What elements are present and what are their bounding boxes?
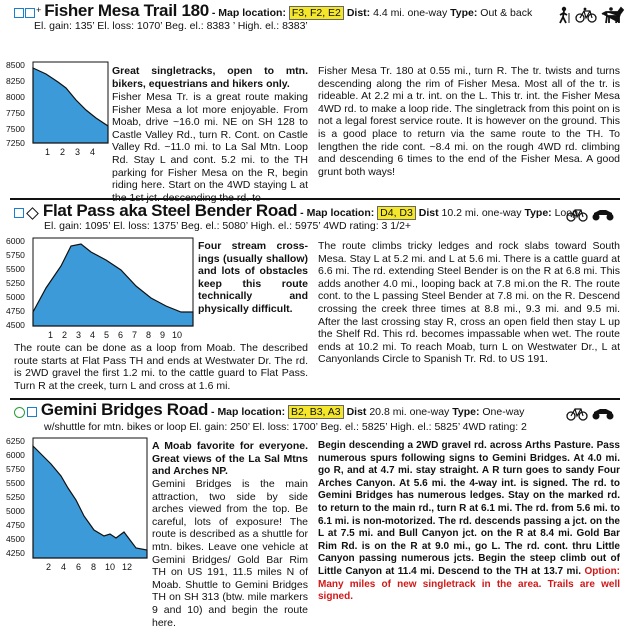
- trail1-dist-label: Dist:: [346, 7, 371, 19]
- trail1-title: Fisher Mesa Trail 180: [44, 1, 209, 20]
- trail2-elevation-chart: [6, 236, 196, 342]
- trail1-lead: [112, 65, 308, 90]
- hiker-icon: [556, 6, 572, 24]
- trail3-type-label: Type:: [452, 406, 480, 418]
- trail2-map-label: Map location:: [306, 207, 375, 219]
- trail2-lead-text: Four stream cross-ings (usually shallow) and lots of obstacles keep this route technically and physically difficult.: [198, 240, 308, 315]
- trail3-right-text-body: Begin descending a 2WD graveI rd. across Arths Pasture. Pass numerous spurs following signs to Gemini Bridges. At 4.0 mi. go R, and at 4.7 mi. stay straight. A R turn goes to sandy Four Arches Canyon. At 5.6 mi. the 4-way int. is signed. The rd. to Gemini Bridges has numerous ledges. Stay on the marked rd. to return to the main rd., turn R at 6.1 mi. The rd. from 5.6 mi. to 6.1 mi. is non-motorized. The rd. descends passing a jct. on the L at 7.5 mi. and Bull Canyon jct. on the R at 8.4 mi. Gold Bar Rim Rd. is on the R at 9.0 mi., go L. The rd. cont. thru Little Canyon passing numerous jcts. Begin the steep climb out of Little Canyon at 11.4 mi. Descend to the TH at 13.7 mi.: [318, 440, 620, 577]
- y-tick-label: 4500: [6, 534, 25, 544]
- trail2-stats: El. gain: 1095’ El. loss: 1375’ Beg. el.: 5080’ High. el.: 5975’ 4WD rating: 3 1/2+: [44, 220, 412, 232]
- y-tick-label: 8500: [6, 60, 25, 70]
- x-tick-label: 2: [60, 147, 66, 157]
- x-tick-label: 10: [105, 562, 116, 572]
- horse-icon: [600, 6, 624, 24]
- x-tick-label: 9: [160, 330, 166, 340]
- trail1-stats: El. gain: 135’ El. loss: 1070’ Beg. el.: 8383 ’ High. el.: 8383’: [34, 20, 308, 32]
- x-tick-label: 1: [48, 330, 54, 340]
- trail3-left-text-bottom: [14, 576, 308, 614]
- x-tick-label: 4: [61, 562, 67, 572]
- trail1-left-text-top: [112, 91, 308, 192]
- x-tick-label: 4: [90, 330, 96, 340]
- trail2-use-icons: [566, 206, 615, 222]
- trail3-dist: 20.8 mi. one-way: [369, 406, 450, 418]
- x-tick-label: 2: [46, 562, 52, 572]
- trail3-elevation-chart: [6, 436, 150, 574]
- atv-icon: [591, 207, 615, 221]
- difficulty-square-icon: [25, 8, 35, 18]
- trail2-type: Loop: [554, 207, 578, 219]
- y-tick-label: 5500: [6, 264, 25, 274]
- trail2-left-text-body: The route can be done as a loop from Moab. The described route starts at Flat Pass TH and ends at Westwater Dr. The rd. is 2WD gravel the first 1.2 mi. to the cattle guard to Flat Pass. Turn R at the creek, turn L and cross at 1.6 mi.: [14, 342, 308, 392]
- bike-icon: [566, 405, 588, 421]
- x-tick-label: 12: [122, 562, 133, 572]
- y-tick-label: 7500: [6, 124, 25, 134]
- x-tick-label: 1: [45, 147, 51, 157]
- trail1-use-icons: [556, 6, 624, 24]
- y-tick-label: 6000: [6, 236, 25, 246]
- trail2-dist-label: Dist: [418, 207, 439, 219]
- difficulty-circle-icon: [14, 407, 25, 418]
- trail3-use-icons: [566, 405, 615, 421]
- x-tick-label: 6: [118, 330, 124, 340]
- x-tick-label: 3: [76, 330, 82, 340]
- trail3-lead: [152, 440, 308, 478]
- trail3-map-label: Map location:: [217, 406, 286, 418]
- y-tick-label: 5500: [6, 478, 25, 488]
- y-tick-label: 5000: [6, 506, 25, 516]
- trail3-option-text: Option: Many miles of new singletrack in the area. Trails are well signed.: [318, 565, 621, 603]
- x-tick-label: 6: [76, 562, 82, 572]
- trail1-header: + Fisher Mesa Trail 180 - Map location: F3, F2, E2 Dist: 4.4 mi. one-way Type: Out & back: [14, 4, 532, 20]
- difficulty-diamond-icon: [26, 207, 39, 220]
- y-tick-label: 8000: [6, 92, 25, 102]
- bike-icon: [566, 206, 588, 222]
- trail3-left-text: [152, 478, 308, 629]
- trail3-dist-label: Dist: [346, 406, 367, 418]
- trail1-elevation-chart: [6, 60, 110, 158]
- y-tick-label: 4250: [6, 548, 25, 558]
- x-tick-label: 8: [91, 562, 97, 572]
- trail1-right-text: Fisher Mesa Tr. 180 at 0.55 mi., turn R. The tr. twists and turns descending along the rim of Fisher Mesa. Most all of the tr. is rideable. At 2.2 mi a tr. int. on the L. This tr. int. the Fisher Mesa 4WD rd. to make a loop ride. The singletrack from this point on is not a legal forest service route. It is however on the ground. This is a good place to return via the same route to the TH. To lengthen the ride cont. ~8.4 mi. on the rough 4WD rd. climbing and descending 6 times to the end of the Fisher Mesa. A good grunt both ways!: [318, 65, 620, 178]
- trail3-type: One-way: [482, 406, 525, 418]
- x-tick-label: 10: [172, 330, 183, 340]
- trail2-lead: [198, 240, 308, 316]
- y-tick-label: 5750: [6, 464, 25, 474]
- trail1-type-label: Type:: [450, 7, 478, 19]
- trail2-map-location: D4, D3: [377, 206, 416, 220]
- y-tick-label: 6250: [6, 436, 25, 446]
- trail2-left-text: [14, 342, 308, 392]
- bike-icon: [575, 7, 597, 23]
- trail1-lead-text: Great singletracks, open to mtn. bikers, equestrians and hikers only.: [112, 65, 308, 90]
- x-tick-label: 4: [90, 147, 96, 157]
- y-tick-label: 5000: [6, 292, 25, 302]
- y-tick-label: 5250: [6, 492, 25, 502]
- x-tick-label: 3: [75, 147, 81, 157]
- y-tick-label: 7250: [6, 138, 25, 148]
- y-tick-label: 6000: [6, 450, 25, 460]
- y-tick-label: 8250: [6, 76, 25, 86]
- y-tick-label: 4750: [6, 306, 25, 316]
- difficulty-square-icon: [14, 208, 24, 218]
- trail1-map-label: Map location:: [218, 7, 286, 19]
- trail1-type: Out & back: [480, 7, 533, 19]
- trail2-dist: 10.2 mi. one-way: [441, 207, 522, 219]
- trail1-dist: 4.4 mi. one-way: [373, 7, 448, 19]
- difficulty-square-icon: [14, 8, 24, 18]
- trail2-title: Flat Pass aka Steel Bender Road: [42, 201, 298, 220]
- trail1-left-text-bottom: [14, 154, 308, 192]
- x-tick-label: 7: [132, 330, 138, 340]
- x-tick-label: 8: [146, 330, 152, 340]
- trail3-map-location: B2, B3, A3: [288, 405, 344, 419]
- trail3-left-text-body: Gemini Bridges is the main attraction, two side by side arches viewed from the top. Be careful, lots of exposure! The route is described as a shuttle for mtn. bikes. Leave one vehicle at Gemini Bridges/ Gold Bar Rim TH on US 191, 11.5 miles N of Moab. Shuttle to Gemini Bridges TH on SH 313 (btw. mile markers 9 and 10) and begin the route here.: [152, 478, 308, 629]
- trail3-right-text: [318, 440, 620, 604]
- trail2-header: Flat Pass aka Steel Bender Road - Map location: D4, D3 Dist 10.2 mi. one-way Type: Loop: [14, 204, 578, 220]
- divider: [10, 198, 620, 200]
- trail3-header: Gemini Bridges Road - Map location: B2, B3, A3 Dist 20.8 mi. one-way Type: One-way: [14, 403, 524, 419]
- x-tick-label: 5: [104, 330, 110, 340]
- trail3-title: Gemini Bridges Road: [40, 400, 209, 419]
- atv-icon: [591, 406, 615, 420]
- trail1-left-text: Fisher Mesa Tr. is a great route making Fisher Mesa a lot more enjoyable. From Moab, drive ~16.0 mi. NE on SH 128 to Castle Valley Rd., turn R. Cont. on Castle Valley Rd. ~11.0 mi. to La Sal Mtn. Loop Rd. Stay L and cont. 5.2 mi. to the TH parking for Fisher Mesa on the R, begin riding here. Start on the 4WD staying L at: [112, 91, 308, 192]
- difficulty-square-icon: [27, 407, 37, 417]
- y-tick-label: 5250: [6, 278, 25, 288]
- y-tick-label: 4500: [6, 320, 25, 330]
- trail3-lead-text: A Moab favorite for everyone. Great views of the La Sal Mtns and Arches NP.: [152, 440, 308, 478]
- y-tick-label: 4750: [6, 520, 25, 530]
- trail2-right-text: The route climbs tricky ledges and rock slabs toward South Mesa. Stay L at 5.2 mi. and L at 5.6 mi. There is a cattle guard at 6.6 mi. The rd. extending Steel Bender is on the R at 6.8 mi. This adds another 4.0 mi., looping back at 7.8 mi.on the R. The route cont. to the L passing Steel Bender at 7.8 mi. on the R. Descend crossing the creek three times at 8.8 mi., 9.3 mi. and 9.5 mi. After the last crossing stay R, cross an open field then stay L up the Shelf Rd. This rd. becomes impassable when wet. The route ends at 10.2 mi. To reach Moab, turn L on Westwater Dr., L at Canyonlands Circle to Spanish Tr. Rd. to US 191.: [318, 240, 620, 366]
- trail1-map-location: F3, F2, E2: [289, 6, 344, 20]
- y-tick-label: 7750: [6, 108, 25, 118]
- y-tick-label: 5750: [6, 250, 25, 260]
- x-tick-label: 2: [62, 330, 68, 340]
- trail3-stats: w/shuttle for mtn. bikes or loop El. gain: 250’ El. loss: 1700’ Beg. el.: 5825’ High. el.: 5825’ 4WD rating: 2: [44, 421, 527, 433]
- trail2-type-label: Type:: [524, 207, 552, 219]
